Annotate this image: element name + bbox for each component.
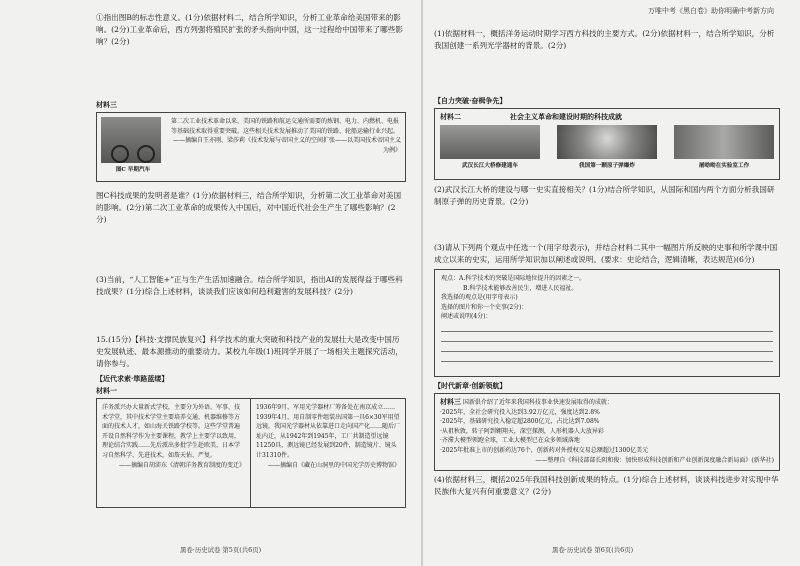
photo-tuyouyou (674, 125, 774, 169)
material-3-label: 材料三 (96, 100, 117, 109)
tuyouyou-photo (674, 125, 774, 159)
brand-header: 万唯中考《黑白卷》助你明确中考新方向 (648, 7, 774, 15)
material-1-right-source: ——摘编自《藏在山洞里的中国光学历史博物馆》 (267, 461, 400, 469)
bridge-caption: 武汉长江大桥修建通车 (462, 163, 518, 169)
photo-bridge (440, 125, 540, 169)
viewpoint-a: A.科学技术的突破是国际地位提升的因素之一。 (459, 275, 586, 282)
question-1: (1)依据材料一，概括洋务运动时期学习西方科技的主要方式。(2分)依据材料一，结合所学知识，分析我国创建一系列光学器材的背景。(2分) (434, 29, 775, 50)
answer-lines[interactable] (441, 322, 773, 362)
section-new-era: 【时代新章·创新领航】 (434, 381, 507, 390)
material-3-label: 材料三 (440, 397, 461, 406)
material-2-box (434, 108, 780, 180)
viewpoint-a-row (441, 274, 773, 284)
left-footer: 黑卷·历史试卷 第5页(共6页) (180, 546, 262, 554)
answer-box (434, 269, 780, 377)
viewpoint-b: B.科学技术能够改善民生，增进人民福祉。 (463, 284, 578, 292)
fill-elaborate: 阐述或说明(4分)： (441, 313, 492, 321)
material-3-box (434, 393, 780, 471)
car-figure (101, 117, 165, 177)
car-caption: 图C 早期汽车 (115, 167, 151, 173)
tuyouyou-caption: 屠呦呦在实验室工作 (698, 163, 750, 169)
viewpoint-label: 观点： (441, 275, 460, 282)
section-self-reliance: 【自力突破·奋楫争先】 (434, 96, 507, 105)
bullet-3: ·从祖秋敦，转子阿到翱翔天，深空探测，人形机器人大放异彩 (440, 427, 604, 435)
question-4: (4)依据材料三，概括2025年我国科技创新成果的特点。(1分)综合上述材料，谈谈科技进步对实现中华民族伟大复兴有何重要意义？(2分) (434, 475, 779, 496)
material-1-label: 材料一 (96, 386, 117, 395)
material-2-label: 材料二 (440, 112, 461, 121)
material-1-left-text: 洋务派兴办大量新式学校，主要分为外语、军事、技术学堂，其中技术学堂主要培养交通、机器维修等方面的技术人才，如山海关铁路学校等。这些学堂普遍开设自然科学作为主要课程，教学上主要学以致用，理论结合实践……先后派出多批学生赴欧美、日本学习自然科学、先进技术，如詹天佑、严复。 (102, 404, 241, 459)
fill-viewpoint: 我选择的观点是(用字母表示) (441, 294, 518, 302)
bullet-4: ·齐滞大模型领跑全球，工业大模型已在众多领域落地 (440, 437, 580, 445)
question-3: (3)当前，“人工智能+”正与生产生活加速融合。结合所学知识，指出AI的发展得益于哪些科技成果？(1分)综合上述材料，谈谈我们应该如何趋利避害的发展科技？(2分) (96, 275, 403, 296)
question-15-intro: 15.(15分)【科技·支撑民族复兴】科学技术的重大突破和科技产业的发展壮大是改变中国历史发展轨迹、最本源推动的重要动力。某校九年级(1)班同学开展了一场相关主题探究活动，请你参与。 (96, 335, 403, 368)
material-2-title: 社会主义革命和建设时期的科技成就 (510, 112, 622, 121)
question-3: (3)请从下列两个观点中任选一个(用字母表示)，并结合材料二其中一幅图片所反映的史事和所学课中国成立以来的史实，运用所学知识加以阐述或说明。(要求：史论结合，逻辑清晰，表达规范)(6分) (434, 243, 778, 264)
bullet-2: ·2025年，基础研究投入稳定超2800亿元，占比达到7.08% (440, 418, 600, 426)
atomic-caption: 我国第一颗原子弹爆炸 (579, 163, 635, 169)
atomic-bomb-photo (557, 125, 657, 159)
early-car-photo (101, 117, 161, 163)
material-3-lead: 国新俱介绍了近年来我国科技事业快速发展取得的成就： (462, 399, 613, 406)
material-1-box (96, 398, 406, 508)
bullet-1: ·2025年，全社会研究投入达到3.92万亿元，强度达到2.8% (440, 408, 600, 416)
material-1-left-source: ——摘编自胡沛东《清朝洋务教育制度的变迁》 (118, 461, 245, 469)
material-3-source: ——摘编自王亦刚、梁莎莉《技术发展与帝国主义的空间扩张——以美国技术帝国主义为例》 (172, 137, 401, 154)
material-3-box (96, 112, 406, 182)
right-footer: 黑卷·历史试卷 第6页(共6页) (552, 546, 634, 554)
material-3-text: 第二次工业技术革命以来，美国的铁路和航运交通所需要的炼钢、电力、内燃机、电报等基础技术取得重要突破。这些相关技术发展推动了美国的铁路、轮船运输行业兴起。 (171, 118, 400, 135)
photo-atomic (557, 125, 657, 169)
fill-picture: 选择的图片和你一个史事(2分)： (441, 303, 528, 311)
section-modern-quest: 【近代求索·筚路蓝缕】 (96, 374, 169, 383)
material-3-source: ——整理自《科技部部长阴和俊：加快形成科技创新和产业创新深度融合新局面》(新华社) (535, 456, 774, 464)
question-2-part: ①指出图B的标志性意义。(1分)依据材料二，结合所学知识，分析工业革命给美国带来的影响。(2分)工业革命后，西方列强将殖民扩张的矛头指向中国，这一过程给中国带来了哪些影响？(2分) (96, 13, 403, 46)
bullet-5: ·2025年批准上市的创新药达76个，创新药对外授权交易总额超过1300亿美元 (440, 446, 649, 454)
question-2: (2)武汉长江大桥的建设与哪一史实直接相关？(1分)结合所学知识，从国际和国内两个方面分析我国研制原子弹的历史背景。(2分) (434, 185, 775, 206)
right-page (422, 0, 800, 566)
question-2-part-c: 图C科技成果的发明者是谁？(1分)依据材料三，结合所学知识，分析第二次工业革命对美国的影响。(2分)第二次工业革命的成果传入中国后，对中国近代社会生产生了哪些影响？(2分) (96, 191, 402, 224)
bridge-photo (440, 125, 540, 159)
material-1-right-text: 1936年9月，军用光学器材厂筹备处在南京成立……1939年4月，用自制零件组装出国第一具6×30军用望远镜，我国光学器材从依靠进口走向国产化……随后厂址内迁，从1942年到1945年，工厂共制造望远镜11250具，测远镜已经发展到20件，制造镜片、镜头计31310件。 (256, 404, 401, 459)
